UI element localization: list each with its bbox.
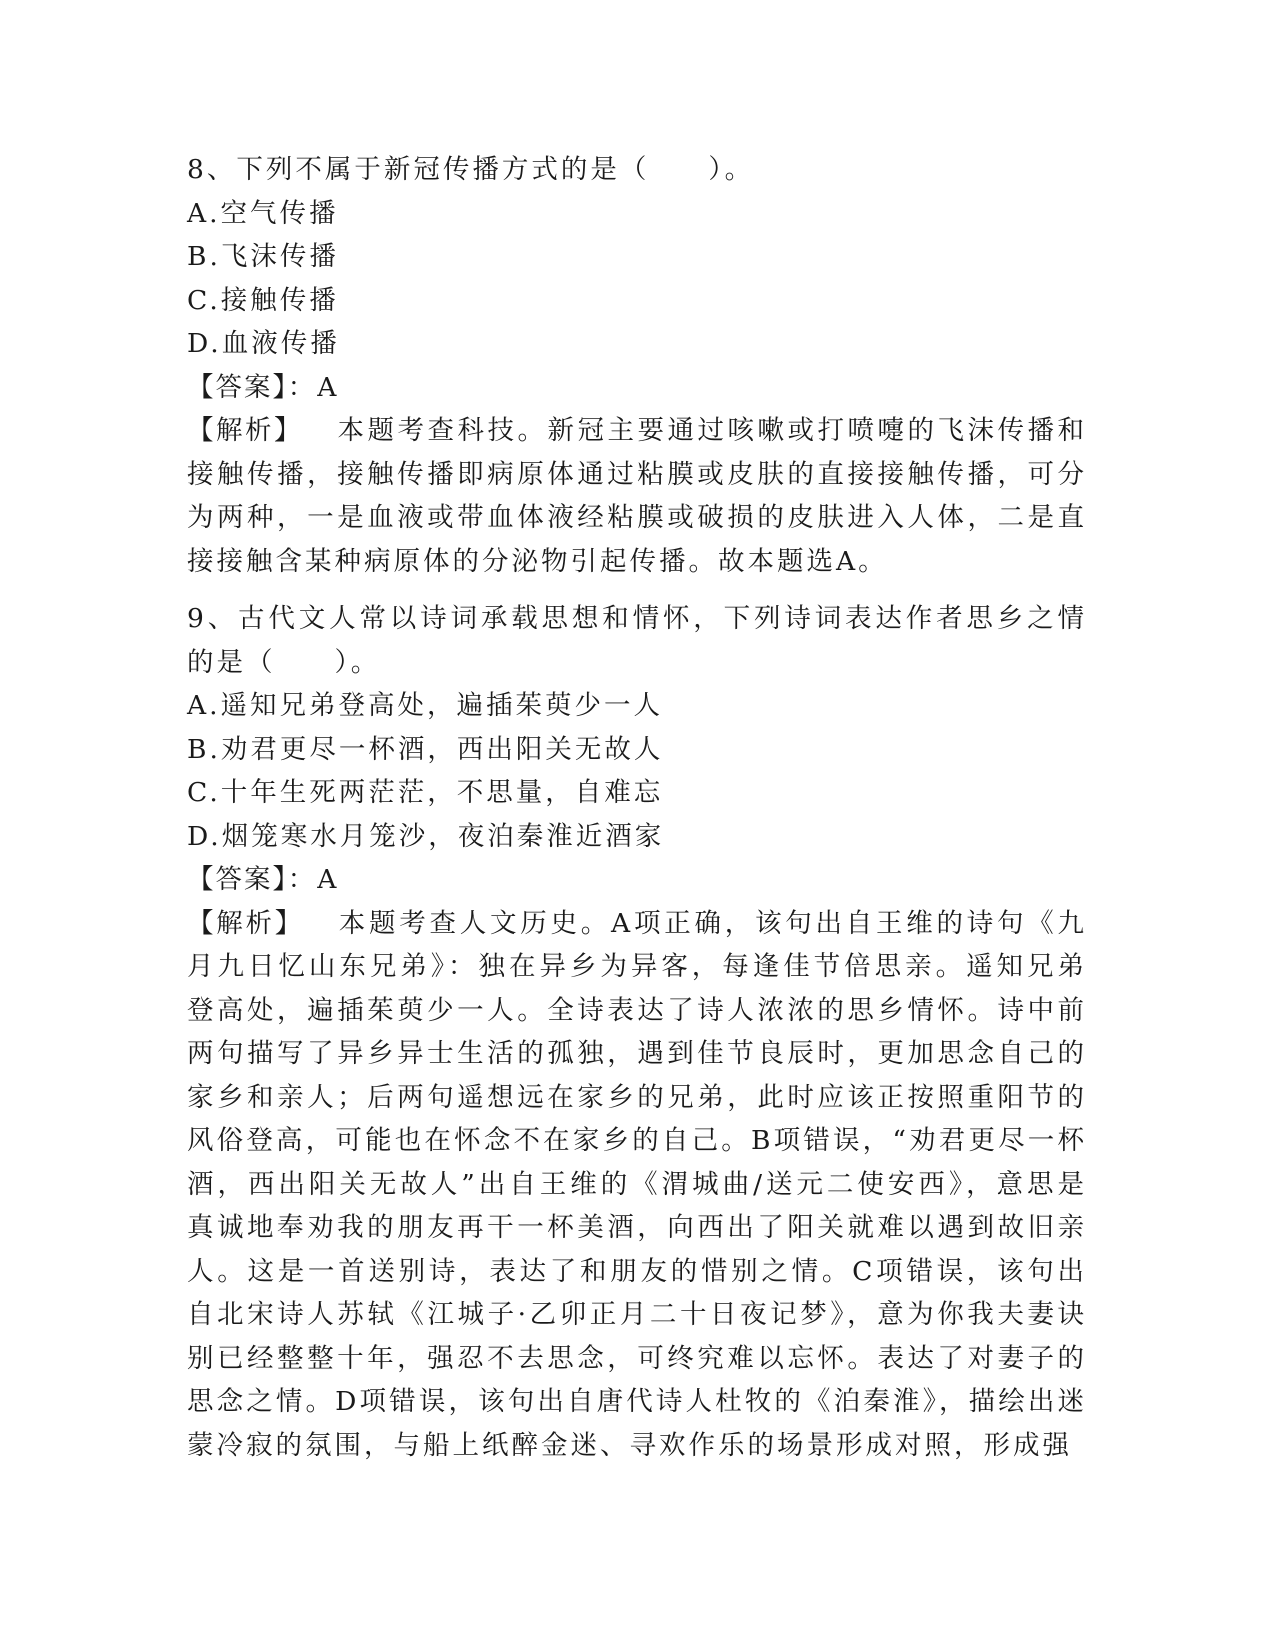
option-d: D.血液传播	[187, 328, 340, 359]
question-stem: 8、下列不属于新冠传播方式的是（ ）。	[187, 154, 755, 185]
option-b: B.飞沫传播	[187, 241, 339, 272]
analysis-text: 本题考查人文历史。A项正确，该句出自王维的诗句《九月九日忆山东兄弟》：独在异乡为异客，每逢佳节倍思亲。遥知兄弟登高处，遍插茱萸少一人。全诗表达了诗人浓浓的思乡情怀。诗中前两句描写了异乡异士生活的孤独，遇到佳节良辰时，更加思念自己的家乡和亲人；后两句遥想远在家乡的兄弟，此时应该正按照重阳节的风俗登高，可能也在怀念不在家乡的自己。B项错误，“劝君更尽一杯酒，西出阳关无故人”出自王维的《渭城曲/送元二使安西》，意思是真诚地奉劝我的朋友再干一杯美酒，向西出了阳关就难以遇到故旧亲人。这是一首送别诗，表达了和朋友的惜别之情。C项错误，该句出自北宋诗人苏轼《江城子·乙卯正月二十日夜记梦》，意为你我夫妻诀别已经整整十年，强忍不去思念，可终究难以忘怀。表达了对妻子的思念之情。D项错误，该句出自唐代诗人杜牧的《泊秦淮》，描绘出迷蒙冷寂的氛围，与船上纸醉金迷、寻欢作乐的场景形成对照，形成强	[187, 907, 1087, 1461]
analysis-paragraph	[187, 902, 1087, 1468]
analysis-paragraph	[187, 409, 1087, 583]
answer-label: 【答案】	[187, 864, 288, 895]
answer-label: 【答案】	[187, 371, 288, 403]
answer-value: ：A	[287, 864, 340, 895]
question-9	[187, 597, 1087, 1467]
document-page	[187, 148, 1087, 1467]
option-b: B.劝君更尽一杯酒，西出阳关无故人	[187, 733, 664, 765]
question-stem: 9、古代文人常以诗词承载思想和情怀，下列诗词表达作者思乡之情的是（ ）。	[187, 603, 1087, 678]
option-a: A.空气传播	[187, 197, 339, 229]
answer-value: ：A	[287, 371, 340, 403]
option-c: C.接触传播	[187, 284, 339, 316]
option-d: D.烟笼寒水月笼沙，夜泊秦淮近酒家	[187, 820, 665, 852]
analysis-label: 【解析】	[187, 907, 305, 939]
answer-line	[187, 366, 1087, 410]
question-8	[187, 148, 1087, 583]
analysis-text: 本题考查科技。新冠主要通过咳嗽或打喷嚏的飞沫传播和接触传播，接触传播即病原体通过粘膜或皮肤的直接接触传播，可分为两种，一是血液或带血体液经粘膜或破损的皮肤进入人体，二是直接接触含某种病原体的分泌物引起传播。故本题选A。	[187, 415, 1087, 577]
option-c: C.十年生死两茫茫，不思量，自难忘	[187, 777, 664, 808]
option-a: A.遥知兄弟登高处，遍插茱萸少一人	[187, 690, 664, 721]
answer-line	[187, 858, 1087, 902]
analysis-label: 【解析】	[187, 415, 303, 446]
